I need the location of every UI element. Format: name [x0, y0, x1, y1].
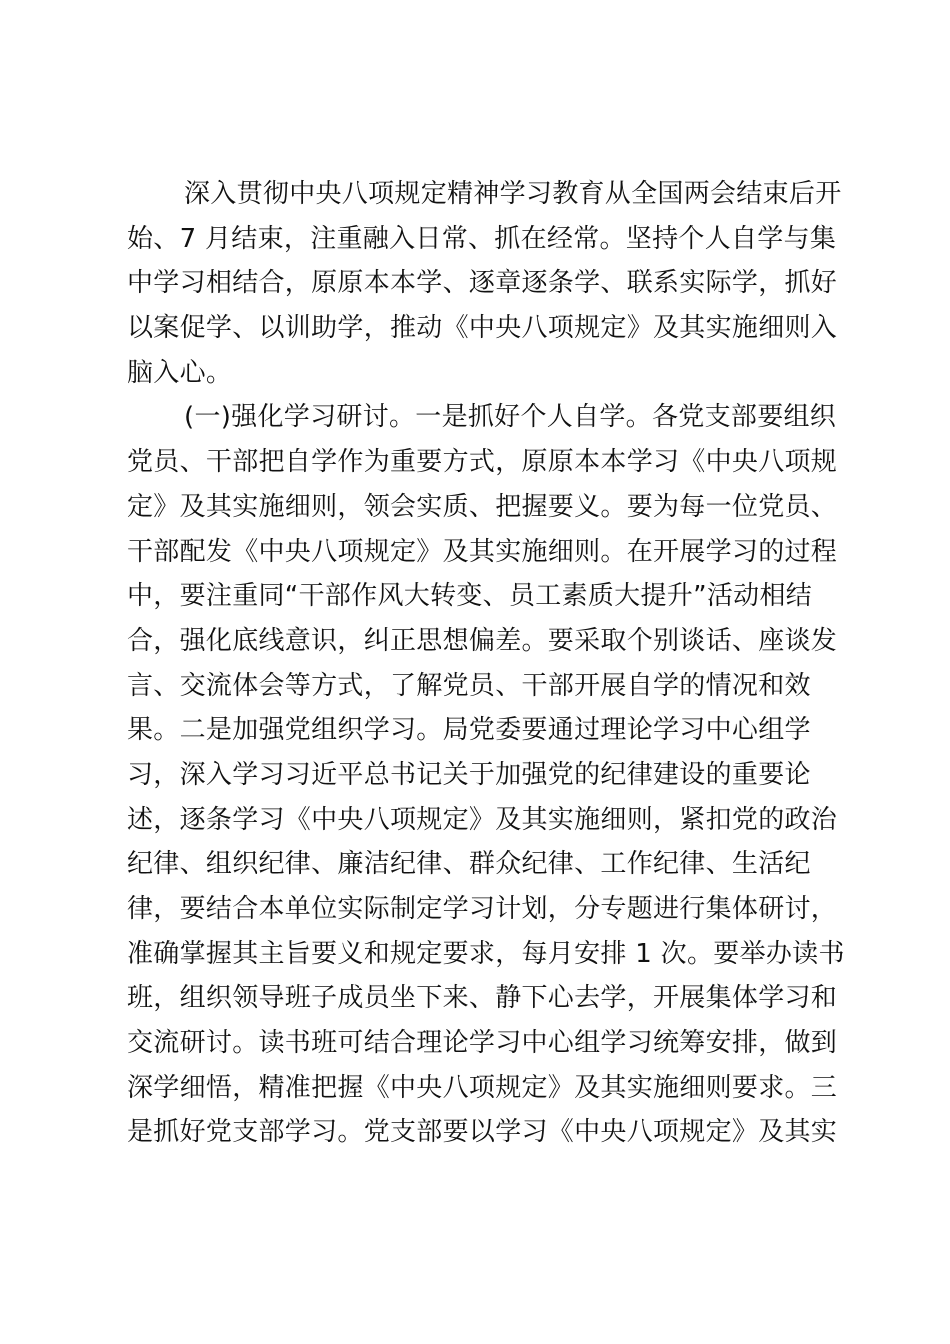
text-line: 始、7 月结束，注重融入日常、抓在经常。坚持个人自学与集 — [127, 223, 837, 254]
text-line: 是抓好党支部学习。党支部要以学习《中央八项规定》及其实 — [127, 1117, 838, 1148]
text-line: 中，要注重同“干部作风大转变、员工素质大提升”活动相结 — [127, 581, 813, 612]
text-line: 中学习相结合，原原本本学、逐章逐条学、联系实际学，抓好 — [127, 268, 838, 299]
text-line: 律，要结合本单位实际制定学习计划，分专题进行集体研讨， — [127, 894, 838, 924]
text-line: 深学细悟，精准把握《中央八项规定》及其实施细则要求。三 — [127, 1072, 838, 1103]
text-line: (一)强化学习研讨。一是抓好个人自学。各党支部要组织 — [184, 402, 837, 433]
text-line: 果。二是加强党组织学习。局党委要通过理论学习中心组学 — [127, 715, 811, 746]
document-body — [127, 172, 845, 1155]
text-line: 班，组织领导班子成员坐下来、静下心去学，开展集体学习和 — [127, 983, 838, 1014]
text-line: 准确掌握其主旨要义和规定要求，每月安排 1 次。要举办读书 — [127, 938, 845, 969]
text-line: 党员、干部把自学作为重要方式，原原本本学习《中央八项规 — [127, 447, 838, 478]
text-line: 纪律、组织纪律、廉洁纪律、群众纪律、工作纪律、生活纪 — [127, 849, 811, 880]
text-line: 定》及其实施细则，领会实质、把握要义。要为每一位党员、 — [127, 491, 838, 522]
text-line: 合，强化底线意识，纠正思想偏差。要采取个别谈话、座谈发 — [127, 625, 838, 656]
paragraph-2 — [127, 395, 845, 1155]
text-line: 脑入心。 — [127, 357, 233, 388]
text-line: 习，深入学习习近平总书记关于加强党的纪律建设的重要论 — [127, 759, 811, 790]
text-line: 交流研讨。读书班可结合理论学习中心组学习统筹安排，做到 — [127, 1028, 838, 1059]
paragraph-1 — [127, 172, 842, 395]
text-line: 言、交流体会等方式，了解党员、干部开展自学的情况和效 — [127, 670, 811, 701]
text-line: 深入贯彻中央八项规定精神学习教育从全国两会结束后开 — [184, 179, 842, 209]
text-line: 述，逐条学习《中央八项规定》及其实施细则，紧扣党的政治 — [127, 804, 838, 835]
text-line: 干部配发《中央八项规定》及其实施细则。在开展学习的过程 — [127, 536, 838, 567]
text-line: 以案促学、以训助学，推动《中央八项规定》及其实施细则入 — [127, 313, 838, 344]
